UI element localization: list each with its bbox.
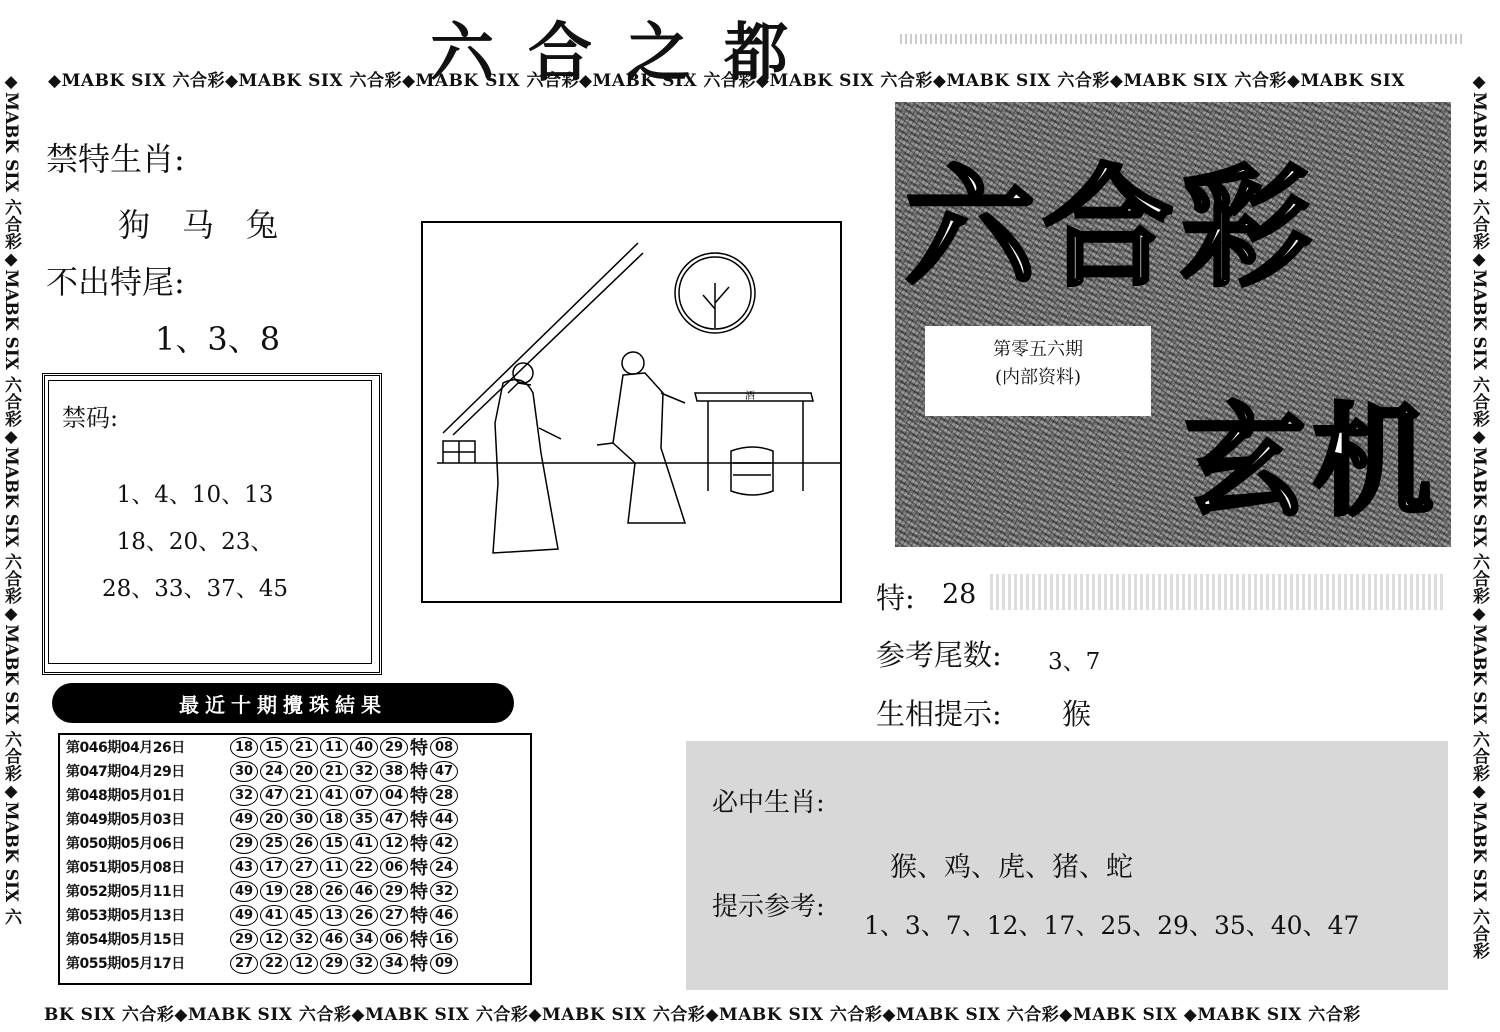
number-ball: 07 xyxy=(350,785,378,806)
issue-note: (内部资料) xyxy=(994,367,1082,388)
table-row xyxy=(60,831,530,855)
draw-label: 第047期04月29日 xyxy=(66,764,185,780)
special-label: 特 xyxy=(410,786,428,807)
number-ball: 32 xyxy=(350,761,378,782)
number-ball: 28 xyxy=(290,881,318,902)
number-ball: 13 xyxy=(320,905,348,926)
dotted-rule xyxy=(900,34,1465,44)
issue-number: 第零五六期 xyxy=(993,339,1083,360)
special-label: 特 xyxy=(410,930,428,951)
table-row xyxy=(60,735,530,759)
tavern-sign-text: 酒 xyxy=(745,391,755,402)
number-ball: 12 xyxy=(260,929,288,950)
table-row xyxy=(60,903,530,927)
number-ball: 21 xyxy=(320,761,348,782)
number-ball: 11 xyxy=(320,857,348,878)
logo-line2: 玄机 xyxy=(1185,393,1441,532)
number-ball: 35 xyxy=(350,809,378,830)
special-label: 特 xyxy=(410,906,428,927)
page-title: 六合之都 xyxy=(430,16,822,91)
table-row xyxy=(60,927,530,951)
number-ball: 49 xyxy=(230,905,258,926)
number-ball: 34 xyxy=(380,953,408,974)
number-ball: 46 xyxy=(320,929,348,950)
jinma-line: 1、4、10、13 xyxy=(116,482,274,508)
number-ball: 12 xyxy=(380,833,408,854)
special-label: 特 xyxy=(410,882,428,903)
results-table xyxy=(58,733,532,985)
number-ball: 27 xyxy=(230,953,258,974)
special-ball: 28 xyxy=(430,785,458,806)
illustration-drawing xyxy=(423,223,840,601)
number-ball: 30 xyxy=(230,761,258,782)
number-ball: 32 xyxy=(290,929,318,950)
number-ball: 21 xyxy=(290,737,318,758)
number-ball: 12 xyxy=(290,953,318,974)
special-ball: 32 xyxy=(430,881,458,902)
draw-label: 第053期05月13日 xyxy=(66,908,185,924)
draw-label: 第049期05月03日 xyxy=(66,812,185,828)
number-ball: 20 xyxy=(290,761,318,782)
number-ball: 06 xyxy=(380,929,408,950)
tishi-label: 提示参考: xyxy=(712,892,825,922)
number-ball: 32 xyxy=(350,953,378,974)
jinma-line: 28、33、37、45 xyxy=(101,576,289,602)
number-ball: 24 xyxy=(260,761,288,782)
special-ball: 09 xyxy=(430,953,458,974)
bizhong-label: 必中生肖: xyxy=(712,788,825,818)
special-ball: 44 xyxy=(430,809,458,830)
wei-label: 参考尾数: xyxy=(876,638,1002,672)
number-ball: 26 xyxy=(290,833,318,854)
sheng-value: 猴 xyxy=(1062,697,1092,731)
number-ball: 38 xyxy=(380,761,408,782)
number-ball: 25 xyxy=(260,833,288,854)
number-ball: 18 xyxy=(320,809,348,830)
draw-label: 第055期05月17日 xyxy=(66,956,185,972)
number-ball: 18 xyxy=(230,737,258,758)
jinma-line: 18、20、23、 xyxy=(116,529,274,555)
number-ball: 27 xyxy=(380,905,408,926)
table-row xyxy=(60,783,530,807)
number-ball: 17 xyxy=(260,857,288,878)
sheng-label: 生相提示: xyxy=(876,697,1002,731)
logo-line1: 六合彩 xyxy=(905,152,1320,304)
number-ball: 06 xyxy=(380,857,408,878)
gray-strip xyxy=(990,574,1445,610)
table-row xyxy=(60,879,530,903)
jin-te-label: 禁特生肖: xyxy=(46,140,185,178)
number-ball: 49 xyxy=(230,809,258,830)
number-ball: 15 xyxy=(320,833,348,854)
jinma-title: 禁码: xyxy=(62,404,119,432)
special-ball: 16 xyxy=(430,929,458,950)
number-ball: 19 xyxy=(260,881,288,902)
number-ball: 41 xyxy=(320,785,348,806)
bizhong-value: 猴、鸡、虎、猪、蛇 xyxy=(890,852,1133,883)
draw-label: 第046期04月26日 xyxy=(66,740,185,756)
number-ball: 29 xyxy=(230,833,258,854)
number-ball: 43 xyxy=(230,857,258,878)
special-ball: 08 xyxy=(430,737,458,758)
number-ball: 27 xyxy=(290,857,318,878)
number-ball: 26 xyxy=(320,881,348,902)
draw-label: 第051期05月08日 xyxy=(66,860,185,876)
number-ball: 22 xyxy=(350,857,378,878)
illustration xyxy=(421,221,842,603)
number-ball: 15 xyxy=(260,737,288,758)
left-border-strip: ◆MABK SIX 六合彩◆MABK SIX 六合彩◆MABK SIX 六合彩◆MABK SIX 六合彩◆MABK SIX 六 xyxy=(1,72,21,926)
number-ball: 41 xyxy=(350,833,378,854)
number-ball: 29 xyxy=(320,953,348,974)
number-ball: 29 xyxy=(230,929,258,950)
number-ball: 49 xyxy=(230,881,258,902)
number-ball: 34 xyxy=(350,929,378,950)
special-ball: 47 xyxy=(430,761,458,782)
number-ball: 21 xyxy=(290,785,318,806)
draw-label: 第052期05月11日 xyxy=(66,884,185,900)
right-border-strip: ◆MABK SIX 六合彩◆MABK SIX 六合彩◆MABK SIX 六合彩◆MABK SIX 六合彩◆MABK SIX 六合彩 xyxy=(1469,72,1489,960)
draw-label: 第050期05月06日 xyxy=(66,836,185,852)
top-border-strip: ◆MABK SIX 六合彩◆MABK SIX 六合彩◆MABK SIX 六合彩◆MABK SIX 六合彩◆MABK SIX 六合彩◆MABK SIX 六合彩◆MABK SIX 六合彩◆MABK SIX xyxy=(48,71,1405,91)
table-row xyxy=(60,759,530,783)
number-ball: 20 xyxy=(260,809,288,830)
number-ball: 46 xyxy=(350,881,378,902)
bu-chu-label: 不出特尾: xyxy=(46,263,185,301)
table-row xyxy=(60,951,530,975)
number-ball: 04 xyxy=(380,785,408,806)
results-banner: 最近十期攪珠結果 xyxy=(52,683,514,723)
issue-box xyxy=(925,326,1151,416)
special-ball: 42 xyxy=(430,833,458,854)
number-ball: 47 xyxy=(380,809,408,830)
special-ball: 46 xyxy=(430,905,458,926)
wei-value: 3、7 xyxy=(1048,649,1101,675)
tishi-value: 1、3、7、12、17、25、29、35、40、47 xyxy=(864,911,1360,940)
bottom-border-strip: BK SIX 六合彩◆MABK SIX 六合彩◆MABK SIX 六合彩◆MABK SIX 六合彩◆MABK SIX 六合彩◆MABK SIX 六合彩◆MABK SIX ◆MABK SIX 六合彩 xyxy=(44,1005,1361,1025)
draw-label: 第054期05月15日 xyxy=(66,932,185,948)
te-label: 特: xyxy=(876,581,915,615)
jin-te-value: 狗 马 兔 xyxy=(118,206,279,244)
number-ball: 30 xyxy=(290,809,318,830)
special-ball: 24 xyxy=(430,857,458,878)
number-ball: 29 xyxy=(380,881,408,902)
special-label: 特 xyxy=(410,810,428,831)
special-label: 特 xyxy=(410,762,428,783)
special-label: 特 xyxy=(410,738,428,759)
special-label: 特 xyxy=(410,954,428,975)
special-label: 特 xyxy=(410,858,428,879)
table-row xyxy=(60,807,530,831)
number-ball: 29 xyxy=(380,737,408,758)
number-ball: 47 xyxy=(260,785,288,806)
special-label: 特 xyxy=(410,834,428,855)
bu-chu-value: 1、3、8 xyxy=(155,320,281,358)
draw-label: 第048期05月01日 xyxy=(66,788,185,804)
number-ball: 40 xyxy=(350,737,378,758)
number-ball: 32 xyxy=(230,785,258,806)
number-ball: 22 xyxy=(260,953,288,974)
te-value: 28 xyxy=(942,579,977,610)
number-ball: 41 xyxy=(260,905,288,926)
number-ball: 45 xyxy=(290,905,318,926)
number-ball: 26 xyxy=(350,905,378,926)
number-ball: 11 xyxy=(320,737,348,758)
table-row xyxy=(60,855,530,879)
